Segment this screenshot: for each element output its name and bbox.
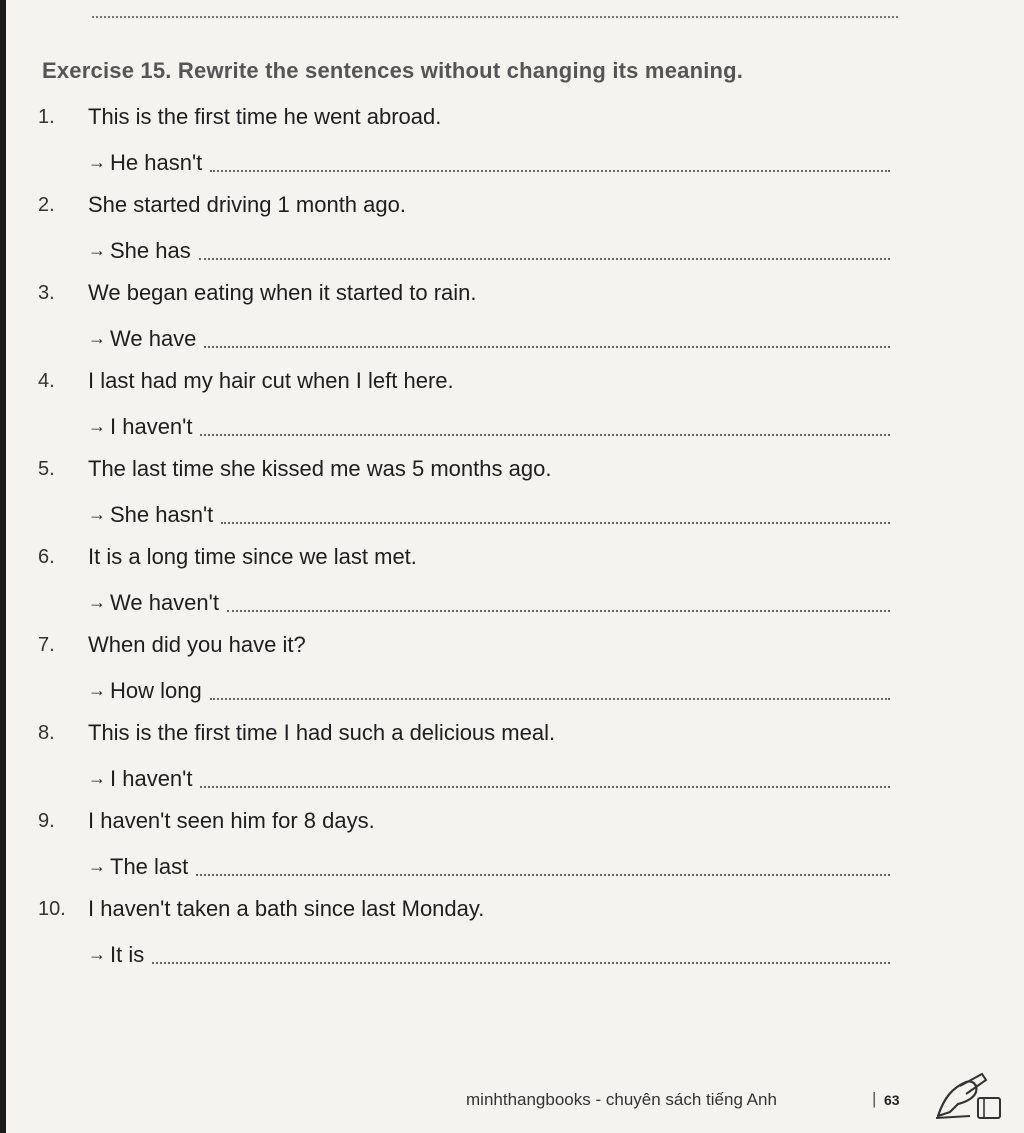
footer-publisher: minhthangbooks - chuyên sách tiếng Anh bbox=[466, 1090, 777, 1109]
arrow-right-icon: → bbox=[88, 592, 106, 612]
worksheet-page bbox=[6, 0, 1024, 1133]
answer-blank-line[interactable] bbox=[210, 164, 890, 172]
answer-prompt: She has bbox=[110, 238, 191, 263]
arrow-right-icon: → bbox=[88, 152, 106, 172]
item-number: 9. bbox=[38, 810, 55, 832]
arrow-right-icon: → bbox=[88, 856, 106, 876]
answer-blank-line[interactable] bbox=[199, 252, 890, 260]
answer-row bbox=[88, 322, 890, 352]
item-sentence: I last had my hair cut when I left here. bbox=[88, 368, 454, 393]
answer-blank-line[interactable] bbox=[204, 340, 890, 348]
answer-row bbox=[88, 146, 890, 176]
exercise-item-8 bbox=[6, 722, 1024, 810]
answer-row bbox=[88, 234, 890, 264]
item-number: 7. bbox=[38, 634, 55, 656]
exercise-item-2 bbox=[6, 194, 1024, 282]
page-number: 63 bbox=[884, 1092, 900, 1108]
item-number: 4. bbox=[38, 370, 55, 392]
item-number: 3. bbox=[38, 282, 55, 304]
answer-prompt: I haven't bbox=[110, 766, 193, 791]
answer-row bbox=[88, 586, 890, 616]
item-sentence: This is the first time I had such a delicious meal. bbox=[88, 720, 556, 745]
item-number: 2. bbox=[38, 194, 55, 216]
item-number: 6. bbox=[38, 546, 55, 568]
item-sentence: She started driving 1 month ago. bbox=[88, 192, 406, 217]
answer-prompt: We haven't bbox=[110, 590, 219, 615]
item-number: 1. bbox=[38, 106, 55, 128]
answer-prompt: How long bbox=[110, 678, 202, 703]
arrow-right-icon: → bbox=[88, 328, 106, 348]
exercise-item-10 bbox=[6, 898, 1024, 986]
item-sentence: We began eating when it started to rain. bbox=[88, 280, 477, 305]
item-sentence: I haven't taken a bath since last Monday. bbox=[88, 896, 485, 921]
answer-row bbox=[88, 498, 890, 528]
item-sentence: This is the first time he went abroad. bbox=[88, 104, 442, 129]
item-sentence: It is a long time since we last met. bbox=[88, 544, 417, 569]
item-sentence: When did you have it? bbox=[88, 632, 306, 657]
answer-row bbox=[88, 850, 890, 880]
item-number: 5. bbox=[38, 458, 55, 480]
answer-blank-line[interactable] bbox=[200, 780, 890, 788]
exercise-item-1 bbox=[6, 106, 1024, 194]
exercise-item-4 bbox=[6, 370, 1024, 458]
answer-prompt: It is bbox=[110, 942, 145, 967]
footer-separator: | bbox=[872, 1089, 877, 1108]
answer-blank-line[interactable] bbox=[152, 956, 890, 964]
item-sentence: I haven't seen him for 8 days. bbox=[88, 808, 375, 833]
exercise-title: Exercise 15. Rewrite the sentences without changing its meaning. bbox=[42, 58, 744, 83]
answer-row bbox=[88, 410, 890, 440]
exercise-item-3 bbox=[6, 282, 1024, 370]
answer-row bbox=[88, 938, 890, 968]
arrow-right-icon: → bbox=[88, 944, 106, 964]
arrow-right-icon: → bbox=[88, 768, 106, 788]
top-dotted-rule bbox=[92, 16, 898, 18]
exercise-item-6 bbox=[6, 546, 1024, 634]
answer-blank-line[interactable] bbox=[200, 428, 890, 436]
item-number: 8. bbox=[38, 722, 55, 744]
answer-prompt: He hasn't bbox=[110, 150, 203, 175]
arrow-right-icon: → bbox=[88, 416, 106, 436]
exercise-item-5 bbox=[6, 458, 1024, 546]
arrow-right-icon: → bbox=[88, 240, 106, 260]
item-sentence: The last time she kissed me was 5 months ago. bbox=[88, 456, 552, 481]
exercise-item-7 bbox=[6, 634, 1024, 722]
answer-blank-line[interactable] bbox=[210, 692, 890, 700]
answer-row bbox=[88, 674, 890, 704]
arrow-right-icon: → bbox=[88, 504, 106, 524]
answer-row bbox=[88, 762, 890, 792]
arrow-right-icon: → bbox=[88, 680, 106, 700]
writing-hand-icon bbox=[930, 1068, 1006, 1124]
answer-prompt: I haven't bbox=[110, 414, 193, 439]
exercise-item-9 bbox=[6, 810, 1024, 898]
item-number: 10. bbox=[38, 898, 66, 920]
answer-blank-line[interactable] bbox=[227, 604, 890, 612]
answer-prompt: We have bbox=[110, 326, 197, 351]
answer-blank-line[interactable] bbox=[221, 516, 890, 524]
answer-blank-line[interactable] bbox=[196, 868, 890, 876]
answer-prompt: The last bbox=[110, 854, 189, 879]
answer-prompt: She hasn't bbox=[110, 502, 214, 527]
